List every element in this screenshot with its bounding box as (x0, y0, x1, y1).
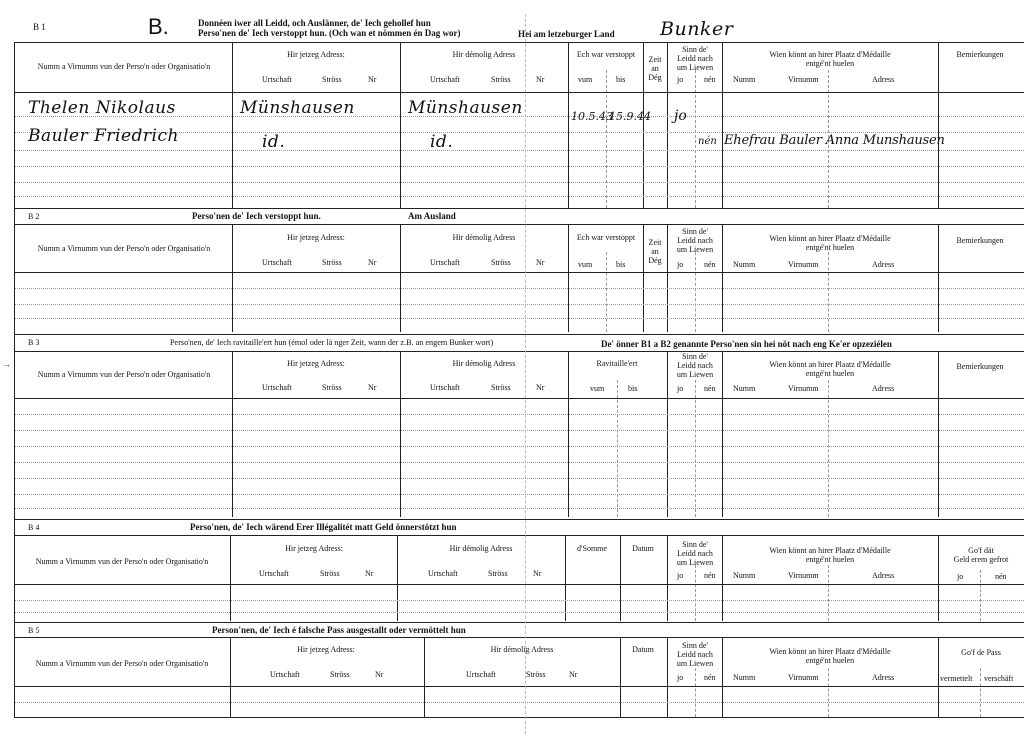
col-days: Dég (648, 256, 662, 265)
col-name-header: Numm a Virnumm vun der Perso'n oder Organisatio'n (37, 62, 211, 71)
col-date: Datum (632, 645, 654, 654)
col-from: vum (578, 75, 593, 84)
col-time: Zeit (648, 238, 662, 247)
col-alive-3: um Liewen (676, 63, 714, 72)
section-b5-title: Person'nen, de' Iech é falsche Pass ausgestallt oder vermöttelt hun (212, 625, 466, 635)
col-remarks: Bemierkungen (956, 50, 1004, 59)
col-remarks: Bemierkungen (956, 236, 1004, 245)
col-medal-name: Numm (733, 260, 756, 269)
col-money-2: Geld erem gefrot (953, 555, 1009, 564)
col-medal-firstname: Virnumm (788, 384, 819, 393)
col-medal-name: Numm (733, 384, 756, 393)
col-time: Zeit (648, 55, 662, 64)
row-name: Bauler Friedrich (28, 126, 179, 146)
col-alive-3: um Liewen (676, 245, 714, 254)
col-medal-2: entgé'nt huelen (805, 555, 855, 564)
col-medal-firstname: Virnumm (788, 75, 819, 84)
col-street: Ströss (322, 75, 342, 84)
col-name-header: Numm a Virnumm vun der Perso'n oder Organisatio'n (35, 557, 209, 566)
col-number: Nr (569, 670, 578, 679)
row-name: Thelen Nikolaus (28, 98, 176, 118)
row-town: id. (262, 132, 286, 152)
col-medal-name: Numm (733, 673, 756, 682)
col-current-address: Hir jetzeg Adress: (285, 544, 343, 553)
col-number: Nr (368, 75, 377, 84)
col-medal-1: Wien könnt an hirer Plaatz d'Médaille (769, 50, 891, 59)
col-alive-1: Sinn de' (682, 641, 708, 650)
row-from: 10.5.43 (571, 110, 613, 123)
col-street: Ströss (320, 569, 340, 578)
col-current-address: Hir jetzeg Adress: (287, 233, 345, 242)
col-yes: jo (677, 673, 684, 682)
col-until: bis (628, 384, 638, 393)
col-alive-3: um Liewen (676, 659, 714, 668)
col-alive-2: Leidd nach (677, 236, 713, 245)
col-medal-2: entgé'nt huelen (805, 369, 855, 378)
col-alive-3: um Liewen (676, 558, 714, 567)
col-alive-2: Leidd nach (677, 54, 713, 63)
col-medal-2: entgé'nt huelen (805, 656, 855, 665)
col-from: vum (578, 260, 593, 269)
row-former-town: id. (430, 132, 454, 152)
col-number: Nr (368, 383, 377, 392)
col-street: Ströss (491, 75, 511, 84)
col-current-address: Hir jetzeg Adress: (287, 359, 345, 368)
col-ortschaft: Urtschaft (466, 670, 496, 679)
row-town: Münshausen (240, 98, 355, 118)
col-medal-1: Wien könnt an hirer Plaatz d'Médaille (769, 647, 891, 656)
handwritten-place: Bunker (660, 18, 734, 40)
section-b4-label: B 4 (28, 523, 40, 532)
section-b3-title2: De' önner B1 a B2 genannte Perso'nen sin hei nöt nach eng Ke'er opzeziélen (601, 339, 892, 349)
col-an: an (651, 64, 659, 73)
col-medal-firstname: Virnumm (788, 260, 819, 269)
row-former-town: Münshausen (408, 98, 523, 118)
col-ortschaft: Urtschaft (262, 75, 292, 84)
col-medal-2: entgé'nt huelen (805, 59, 855, 68)
section-b5-label: B 5 (28, 626, 40, 635)
col-street: Ströss (491, 258, 511, 267)
col-no: nén (995, 572, 1007, 581)
col-yes: jo (677, 75, 684, 84)
col-ravitaillert: Ravitaille'ert (596, 359, 638, 368)
col-name-header: Numm a Virnumm vun der Perso'n oder Organisatio'n (35, 659, 209, 668)
col-no: nén (704, 260, 716, 269)
col-ortschaft: Urtschaft (259, 569, 289, 578)
col-alive-2: Leidd nach (677, 361, 713, 370)
col-medal-name: Numm (733, 571, 756, 580)
header-line2: Perso'nen de' Iech verstoppt hun. (Och wan et nömmen én Dag wor) (198, 28, 461, 38)
col-current-address: Hir jetzeg Adress: (287, 50, 345, 59)
col-ortschaft: Urtschaft (430, 258, 460, 267)
col-date: Datum (632, 544, 654, 553)
col-number: Nr (536, 383, 545, 392)
col-number: Nr (365, 569, 374, 578)
margin-arrow-icon: → (2, 359, 11, 369)
col-alive-1: Sinn de' (682, 227, 708, 236)
col-number: Nr (375, 670, 384, 679)
col-yes: jo (677, 571, 684, 580)
col-from: vum (590, 384, 605, 393)
col-sum: d'Somme (577, 544, 607, 553)
col-made: verschäft (984, 674, 1014, 683)
col-former-address: Hir démolig Adress (452, 50, 516, 59)
section-b1-label: B 1 (33, 22, 46, 32)
col-medal-address: Adress (872, 384, 895, 393)
header-land: Hei am letzeburger Land (518, 29, 615, 39)
col-money-1: Go'f dät (968, 546, 994, 555)
section-b3-title: Perso'nen, de' Iech ravitaille'ert hun (émol oder lä nger Zeit, wann der z.B. an engem Bunker wort) (170, 338, 494, 347)
row-alive: nén (698, 136, 717, 147)
col-street: Ströss (330, 670, 350, 679)
section-big-letter: B. (148, 14, 169, 39)
col-ortschaft: Urtschaft (262, 383, 292, 392)
col-former-address: Hir démolig Adress (452, 233, 516, 242)
col-number: Nr (536, 75, 545, 84)
col-medal-1: Wien könnt an hirer Plaatz d'Médaille (769, 546, 891, 555)
col-alive-1: Sinn de' (682, 45, 708, 54)
col-alive-3: um Liewen (676, 370, 714, 379)
col-an: an (651, 247, 659, 256)
col-former-address: Hir démolig Adress (452, 359, 516, 368)
col-no: nén (704, 571, 716, 580)
col-street: Ströss (491, 383, 511, 392)
col-ortschaft: Urtschaft (430, 75, 460, 84)
section-b2-label: B 2 (28, 212, 40, 221)
col-until: bis (616, 260, 626, 269)
col-yes: jo (957, 572, 964, 581)
col-number: Nr (533, 569, 542, 578)
section-b3-label: B 3 (28, 338, 40, 347)
col-alive-2: Leidd nach (677, 650, 713, 659)
col-street: Ströss (322, 383, 342, 392)
col-no: nén (704, 75, 716, 84)
col-yes: jo (677, 260, 684, 269)
col-medal-address: Adress (872, 571, 895, 580)
row-until: 15.9.44 (609, 110, 651, 123)
col-alive-1: Sinn de' (682, 540, 708, 549)
row-alive: jo (674, 108, 687, 124)
section-b2-title2: Am Ausland (408, 211, 456, 221)
col-medal-firstname: Virnumm (788, 673, 819, 682)
col-yes: jo (677, 384, 684, 393)
section-b4-title: Perso'nen, de' Iech wärend Erer Illégalitét matt Geld önnerstötzt hun (190, 522, 457, 532)
col-ortschaft: Urtschaft (270, 670, 300, 679)
col-former-address: Hir démolig Adress (490, 645, 554, 654)
col-medal-address: Adress (872, 75, 895, 84)
col-alive-1: Sinn de' (682, 352, 708, 361)
col-current-address: Hir jetzeg Adress: (297, 645, 355, 654)
col-medal-1: Wien könnt an hirer Plaatz d'Médaille (769, 360, 891, 369)
col-medal-address: Adress (872, 673, 895, 682)
col-medal-address: Adress (872, 260, 895, 269)
section-b2-title: Perso'nen de' Iech verstoppt hun. (192, 211, 321, 221)
col-street: Ströss (322, 258, 342, 267)
col-until: bis (616, 75, 626, 84)
col-street: Ströss (488, 569, 508, 578)
col-street: Ströss (526, 670, 546, 679)
fold-line (525, 14, 526, 734)
col-hid: Ech war verstoppt (576, 50, 636, 59)
col-ortschaft: Urtschaft (428, 569, 458, 578)
col-ortschaft: Urtschaft (430, 383, 460, 392)
col-number: Nr (368, 258, 377, 267)
col-no: nén (704, 673, 716, 682)
col-remarks: Bemierkungen (956, 362, 1004, 371)
col-name-header: Numm a Virnumm vun der Perso'n oder Organisatio'n (37, 244, 211, 253)
col-medal-firstname: Virnumm (788, 571, 819, 580)
col-hid: Ech war verstoppt (576, 233, 636, 242)
col-medal-2: entgé'nt huelen (805, 243, 855, 252)
col-medal-name: Numm (733, 75, 756, 84)
col-name-header: Numm a Virnumm vun der Perso'n oder Organisatio'n (37, 370, 211, 379)
col-alive-2: Leidd nach (677, 549, 713, 558)
col-pass: Go'f de Pass (961, 648, 1001, 657)
col-ortschaft: Urtschaft (262, 258, 292, 267)
col-number: Nr (536, 258, 545, 267)
col-days: Dég (648, 73, 662, 82)
header-line1: Donnéen iwer all Leidd, och Auslänner, de' Iech gehollef hun (198, 18, 431, 28)
col-medal-1: Wien könnt an hirer Plaatz d'Médaille (769, 234, 891, 243)
col-former-address: Hir démolig Adress (449, 544, 513, 553)
col-passed: vermettelt (940, 674, 973, 683)
col-no: nén (704, 384, 716, 393)
row-medal: Ehefrau Bauler Anna Munshausen (724, 133, 945, 148)
